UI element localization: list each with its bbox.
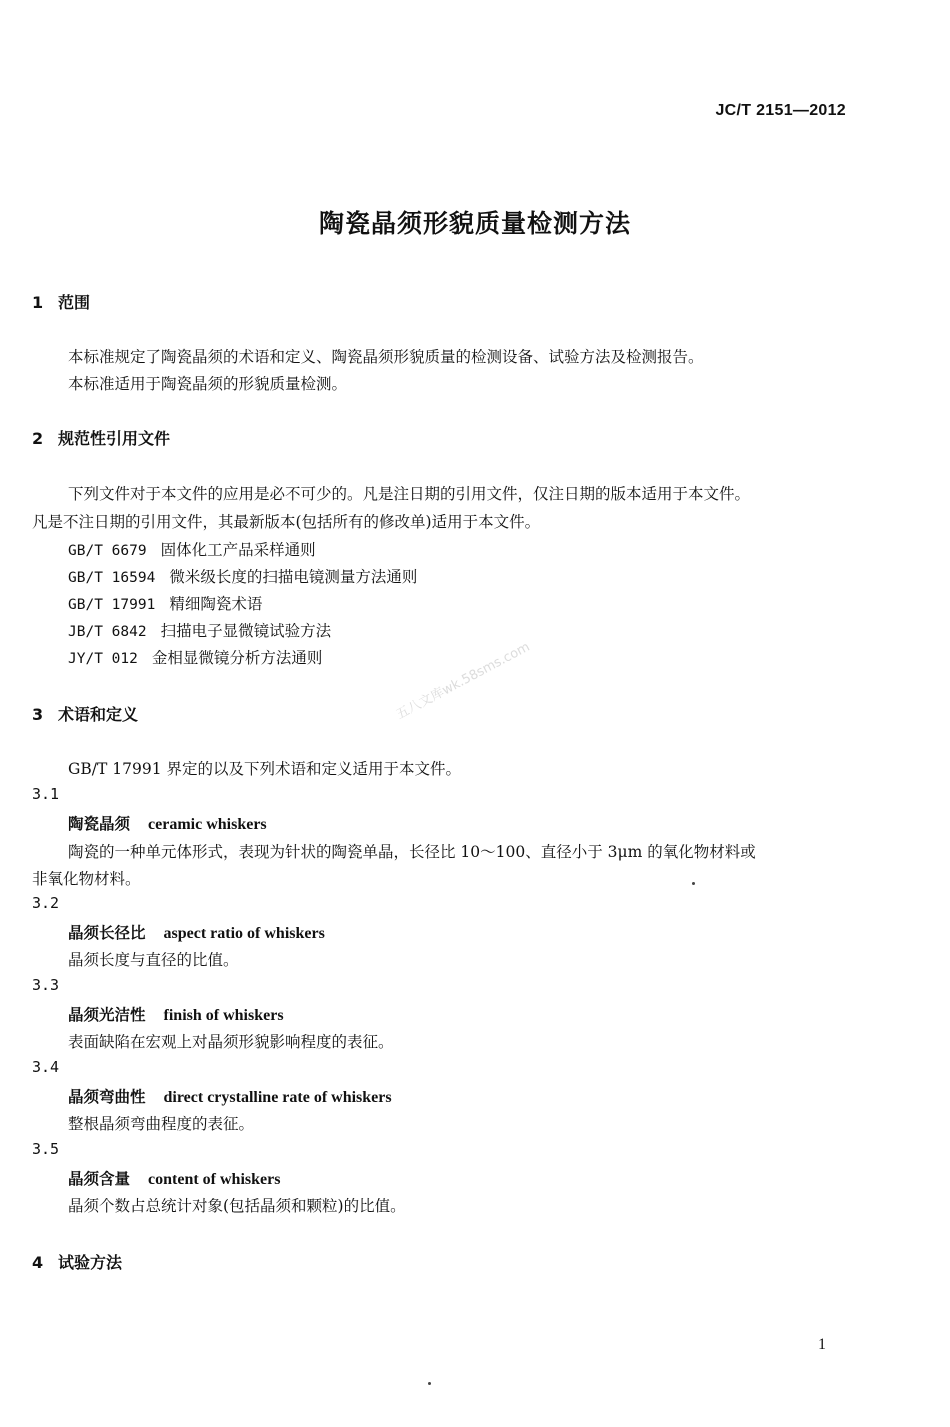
clause-number: 3.5 bbox=[32, 1140, 60, 1158]
term-english: aspect ratio of whiskers bbox=[163, 925, 325, 942]
section-4-heading bbox=[32, 1250, 122, 1273]
page-number: 1 bbox=[818, 1336, 826, 1353]
clause-number: 3.1 bbox=[32, 785, 60, 803]
reference-code: JB/T 6842 bbox=[68, 624, 147, 640]
section-4-number: 4 bbox=[32, 1253, 44, 1272]
term-chinese: 晶须弯曲性 bbox=[68, 1088, 146, 1106]
term-english: content of whiskers bbox=[148, 1171, 281, 1188]
term-definition: 表面缺陷在宏观上对晶须形貌影响程度的表征。 bbox=[68, 1033, 394, 1051]
term-definition-continued: 非氧化物材料。 bbox=[32, 870, 141, 888]
term-english: direct crystalline rate of whiskers bbox=[163, 1089, 392, 1106]
clause-number: 3.4 bbox=[32, 1058, 60, 1076]
term-heading bbox=[68, 1085, 392, 1107]
section-2-intro-line-2: 凡是不注日期的引用文件，其最新版本(包括所有的修改单)适用于本文件。 bbox=[32, 513, 541, 531]
reference-code: GB/T 17991 bbox=[68, 597, 156, 613]
term-english: finish of whiskers bbox=[163, 1007, 284, 1024]
reference-item bbox=[68, 646, 322, 668]
reference-title: 微米级长度的扫描电镜测量方法通则 bbox=[169, 568, 418, 586]
section-1-title: 范围 bbox=[58, 293, 91, 312]
reference-item bbox=[68, 538, 316, 560]
term-heading bbox=[68, 921, 325, 943]
reference-item bbox=[68, 592, 262, 614]
clause-number: 3.2 bbox=[32, 894, 60, 912]
reference-item bbox=[68, 619, 331, 641]
section-3-title: 术语和定义 bbox=[58, 705, 139, 724]
section-1-paragraph-1: 本标准规定了陶瓷晶须的术语和定义、陶瓷晶须形貌质量的检测设备、试验方法及检测报告。 bbox=[68, 348, 704, 366]
reference-title: 精细陶瓷术语 bbox=[169, 595, 263, 613]
reference-code: GB/T 16594 bbox=[68, 570, 156, 586]
standard-number: JC/T 2151—2012 bbox=[715, 102, 846, 119]
section-1-paragraph-2: 本标准适用于陶瓷晶须的形貌质量检测。 bbox=[68, 375, 348, 393]
term-heading bbox=[68, 812, 267, 834]
reference-title: 扫描电子显微镜试验方法 bbox=[160, 622, 332, 640]
term-chinese: 晶须长径比 bbox=[68, 924, 146, 942]
term-chinese: 晶须光洁性 bbox=[68, 1006, 146, 1024]
term-definition: 陶瓷的一种单元体形式，表现为针状的陶瓷单晶，长径比 10～100、直径小于 3μm 的氧化物材料或 bbox=[68, 843, 756, 861]
section-3-intro: GB/T 17991 界定的以及下列术语和定义适用于本文件。 bbox=[68, 760, 461, 778]
reference-title: 金相显微镜分析方法通则 bbox=[151, 649, 323, 667]
clause-number: 3.3 bbox=[32, 976, 60, 994]
term-heading bbox=[68, 1003, 284, 1025]
term-definition: 整根晶须弯曲程度的表征。 bbox=[68, 1115, 255, 1133]
reference-code: GB/T 6679 bbox=[68, 543, 147, 559]
reference-code: JY/T 012 bbox=[68, 651, 138, 667]
section-2-title: 规范性引用文件 bbox=[58, 429, 171, 448]
term-chinese: 陶瓷晶须 bbox=[68, 815, 131, 833]
term-chinese: 晶须含量 bbox=[68, 1170, 131, 1188]
document-title: 陶瓷晶须形貌质量检测方法 bbox=[318, 209, 631, 238]
section-1-heading bbox=[32, 290, 90, 313]
term-definition: 晶须个数占总统计对象(包括晶须和颗粒)的比值。 bbox=[68, 1197, 406, 1215]
term-definition: 晶须长度与直径的比值。 bbox=[68, 951, 239, 969]
term-heading bbox=[68, 1167, 280, 1189]
watermark: 五八文库wk.58sms.com bbox=[393, 639, 533, 723]
reference-title: 固体化工产品采样通则 bbox=[160, 541, 316, 559]
scan-speck bbox=[692, 882, 695, 885]
section-2-heading bbox=[32, 426, 170, 449]
term-english: ceramic whiskers bbox=[148, 816, 267, 833]
scan-speck bbox=[428, 1382, 431, 1385]
section-2-intro-line-1: 下列文件对于本文件的应用是必不可少的。凡是注日期的引用文件，仅注日期的版本适用于本文件。 bbox=[68, 485, 751, 503]
reference-item bbox=[68, 565, 417, 587]
section-2-number: 2 bbox=[32, 429, 44, 448]
section-4-title: 试验方法 bbox=[58, 1253, 123, 1272]
section-1-number: 1 bbox=[32, 293, 44, 312]
section-3-heading bbox=[32, 702, 138, 725]
section-3-number: 3 bbox=[32, 705, 44, 724]
